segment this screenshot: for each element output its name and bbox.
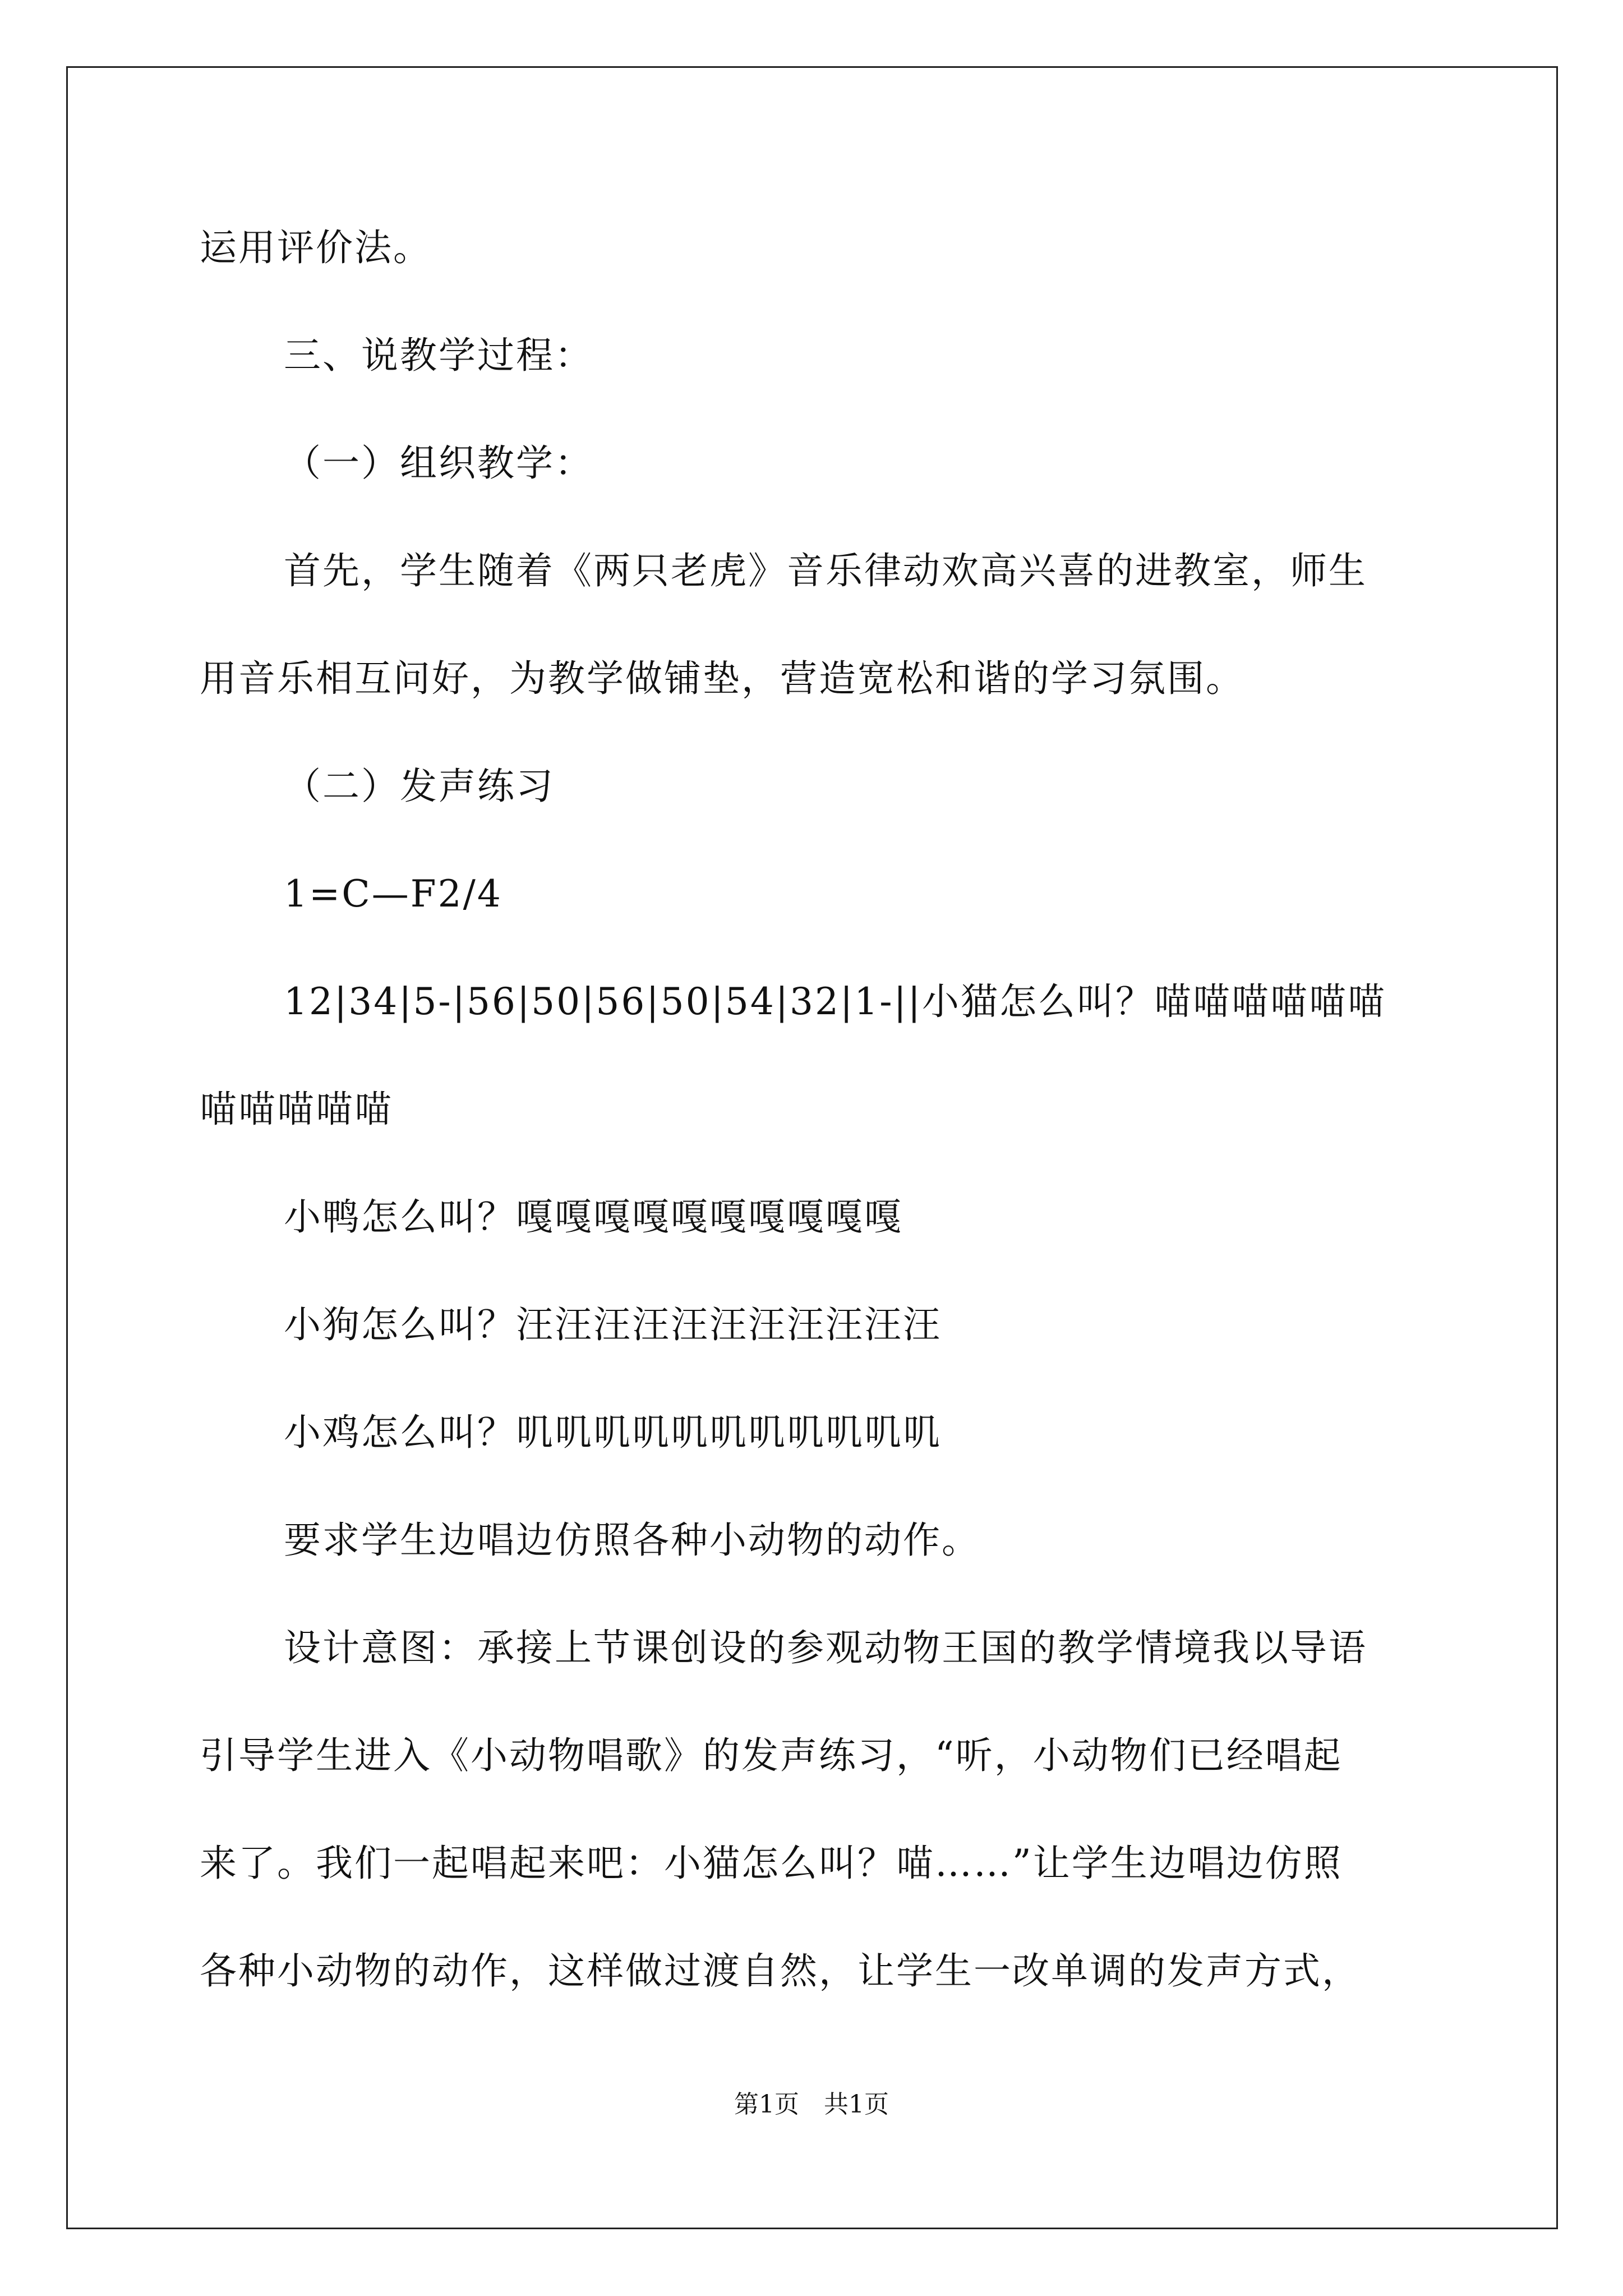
- page-footer: 第1页 共1页: [734, 2090, 889, 2119]
- subsection-heading: （一）组织教学：: [284, 441, 593, 485]
- paragraph-line: 设计意图：承接上节课创设的参观动物王国的教学情境我以导语: [284, 1626, 1367, 1669]
- lyric-line: 小鸭怎么叫？嘎嘎嘎嘎嘎嘎嘎嘎嘎嘎: [284, 1195, 903, 1239]
- paragraph-line: 喵喵喵喵喵: [200, 1088, 393, 1131]
- paragraph-line: 引导学生进入《小动物唱歌》的发声练习，“听，小动物们已经唱起: [200, 1734, 1343, 1777]
- lyric-line: 小鸡怎么叫？叽叽叽叽叽叽叽叽叽叽叽: [284, 1411, 942, 1454]
- section-heading: 三、说教学过程：: [284, 334, 593, 377]
- paragraph-line: 运用评价法。: [200, 226, 432, 269]
- notation-line: 12|34|5-|56|50|56|50|54|32|1-||小猫怎么叫？喵喵喵喵喵喵: [284, 980, 1387, 1023]
- paragraph-line: 要求学生边唱边仿照各种小动物的动作。: [284, 1519, 980, 1562]
- subsection-heading: （二）发声练习: [284, 765, 555, 808]
- page-border: [66, 66, 1558, 2229]
- paragraph-line: 各种小动物的动作，这样做过渡自然，让学生一改单调的发声方式，: [200, 1949, 1361, 1993]
- paragraph-line: 来了。我们一起唱起来吧：小猫怎么叫？喵……”让学生边唱边仿照: [200, 1842, 1343, 1885]
- lyric-line: 小狗怎么叫？汪汪汪汪汪汪汪汪汪汪汪: [284, 1303, 942, 1346]
- paragraph-line: 首先，学生随着《两只老虎》音乐律动欢高兴喜的进教室，师生: [284, 549, 1367, 592]
- paragraph-line: 用音乐相互问好，为教学做铺垫，营造宽松和谐的学习氛围。: [200, 657, 1244, 700]
- key-signature-line: 1=C—F2/4: [284, 872, 502, 915]
